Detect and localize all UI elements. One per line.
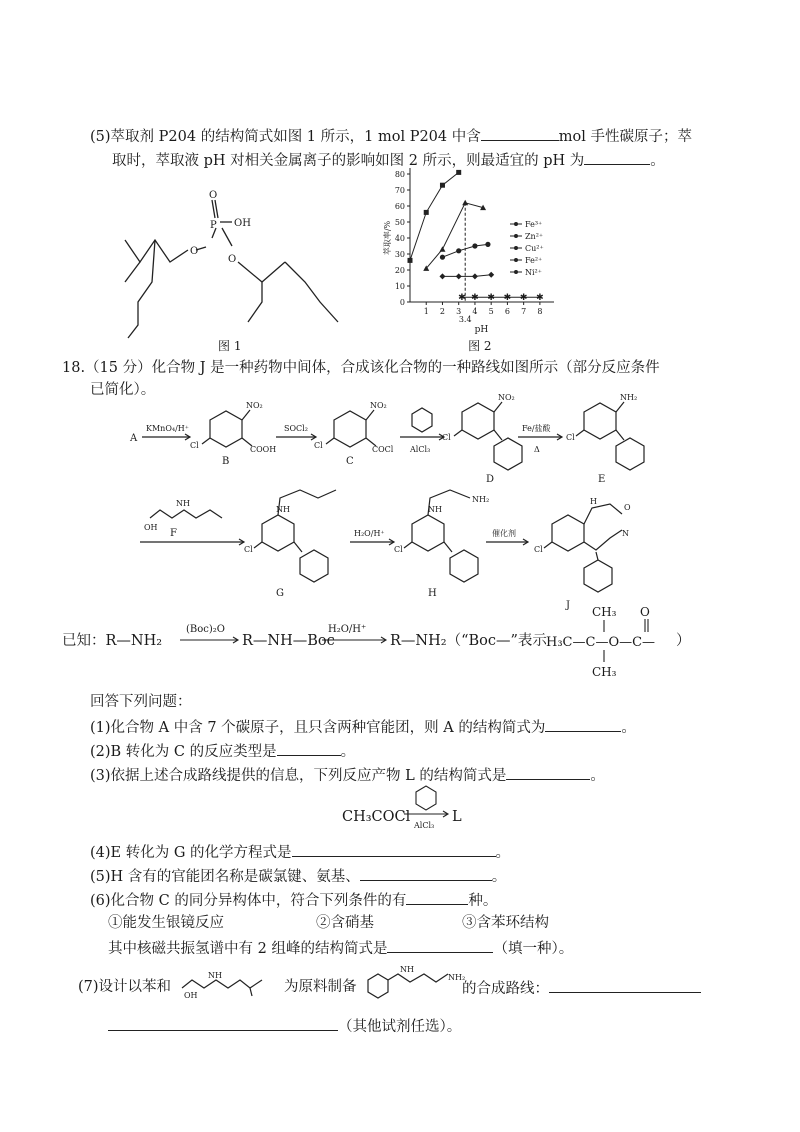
q6-cond-1: ①能发生银镜反应	[108, 915, 224, 931]
h-cl: Cl	[394, 545, 403, 554]
q7-text-c: 的合成路线：	[462, 981, 549, 997]
cond-alcl3: AlCl₃	[410, 445, 431, 454]
y-axis-label: 萃取率/%	[383, 220, 392, 256]
q1-text: (1)化合物 A 中含 7 个碳原子，且只含两种官能团，则 A 的结构简式为	[90, 720, 546, 736]
d-cl: Cl	[442, 433, 451, 442]
q1-end: 。	[621, 720, 636, 736]
fig1-oh: OH	[234, 218, 251, 229]
q6-line3-text: 其中核磁共振氢谱中有 2 组峰的结构简式是	[108, 941, 388, 957]
answer-head: 回答下列问题：	[90, 694, 192, 710]
b-cl: Cl	[190, 441, 199, 450]
q7-line2	[108, 1016, 461, 1036]
q4-text: (4)E 转化为 G 的化学方程式是	[90, 845, 292, 861]
part5-line2-text-b: 。	[650, 153, 665, 169]
j-o: O	[624, 503, 631, 512]
q2-text: (2)B 转化为 C 的反应类型是	[90, 744, 277, 760]
h-nh: NH	[428, 505, 442, 514]
q7-text-b: 为原料制备	[284, 979, 357, 995]
f-nh: NH	[176, 499, 190, 508]
q6-line3-end: （填一种）。	[493, 941, 574, 957]
part5-line2-text-a: 取时，萃取液 pH 对相关金属离子的影响如图 2 所示，则最适宜的 pH 为	[112, 153, 585, 169]
x-tick-label: 5	[488, 307, 494, 316]
f-oh: OH	[144, 523, 158, 532]
label-f: F	[170, 528, 177, 539]
q2-end: 。	[340, 744, 356, 760]
q7-text-a: (7)设计以苯和	[78, 979, 172, 995]
y-tick-label: 60	[394, 202, 405, 211]
legend-label: Zn²⁺	[525, 232, 544, 241]
q7-product-nh2: NH₂	[448, 973, 466, 982]
known-close: ）	[676, 633, 691, 649]
c-cl: Cl	[314, 441, 323, 450]
q3-eq-cond: AlCl₃	[414, 821, 435, 830]
q4-end: 。	[495, 845, 511, 861]
y-tick-label: 10	[394, 282, 405, 291]
c-cocl: COCl	[372, 445, 394, 454]
q18-head-line2: 已简化）。	[90, 382, 156, 398]
known-end: R—NH₂（“Boc—”表示	[390, 633, 547, 649]
q3-end: 。	[590, 768, 605, 784]
e-nh2: NH₂	[620, 393, 638, 402]
label-h: H	[428, 588, 437, 599]
x-tick-label: 3	[456, 307, 462, 316]
x-tick-label: 8	[537, 307, 543, 316]
cond-kmno4: KMnO₄/H⁺	[146, 424, 189, 433]
point: ✱	[536, 293, 544, 304]
legend-label: Fe³⁺	[525, 220, 543, 229]
point: ✱	[519, 293, 528, 304]
cond-delta: Δ	[534, 445, 540, 454]
known-h2o: H₂O/H⁺	[328, 624, 367, 635]
fig1-o-bottom: O	[228, 254, 237, 265]
q5-end: 。	[491, 869, 507, 885]
cond-fe: Fe/盐酸	[522, 424, 551, 433]
fig1-o-top: O	[209, 190, 218, 201]
label-j: J	[566, 600, 571, 611]
b-cooh: COOH	[250, 445, 277, 454]
j-n: N	[622, 529, 629, 538]
j-h: H	[590, 497, 597, 506]
cond-cat: 催化剂	[492, 529, 516, 538]
fig1-caption: 图 1	[218, 339, 242, 353]
known-prefix: 已知：R—NH₂	[62, 633, 163, 649]
y-tick-label: 40	[394, 234, 405, 243]
known-ch3-top: CH₃	[592, 605, 617, 619]
cond-socl2: SOCl₂	[284, 424, 308, 433]
cond-h2o: H₂O/H⁺	[354, 529, 385, 538]
y-tick-label: 80	[394, 170, 405, 179]
e-cl: Cl	[566, 433, 575, 442]
x-tick-label: 2	[439, 307, 446, 316]
known-mid: R—NH—Boc	[242, 633, 335, 649]
point: ✱	[487, 293, 495, 304]
g-nh: NH	[276, 505, 290, 514]
g-cl: Cl	[244, 545, 253, 554]
x-tick-label: 1	[423, 307, 429, 316]
q7-text-d: （其他试剂任选）。	[338, 1019, 462, 1035]
y-tick-label: 50	[394, 218, 405, 227]
point: ✱	[471, 293, 479, 304]
label-a: A	[130, 433, 138, 444]
known-o: O	[640, 605, 650, 619]
j-cl: Cl	[534, 545, 543, 554]
annotation-label: 3.4	[458, 315, 472, 324]
point: ✱	[503, 293, 512, 304]
q7-blank-1[interactable]	[549, 978, 701, 993]
x-axis-label: pH	[474, 325, 489, 335]
label-d: D	[486, 474, 495, 485]
q6-cond-3: ③含苯环结构	[462, 915, 549, 931]
part5-line1-text-b: mol 手性碳原子；萃	[558, 129, 692, 145]
q6-cond-2: ②含硝基	[316, 915, 374, 931]
point: ✱	[458, 293, 466, 304]
q3-eq-left: CH₃COCl	[342, 809, 411, 825]
label-e: E	[598, 474, 606, 485]
x-tick-label: 6	[504, 307, 510, 316]
d-no2: NO₂	[498, 393, 515, 402]
y-tick-label: 30	[394, 250, 405, 259]
q7-oh: OH	[184, 991, 198, 1000]
x-tick-label: 7	[521, 307, 527, 316]
q3-text: (3)依据上述合成路线提供的信息，下列反应产物 L 的结构简式是	[90, 768, 507, 784]
q7-product-nh: NH	[400, 965, 414, 974]
legend-label: Ni²⁺	[525, 268, 542, 277]
known-boc2o: (Boc)₂O	[186, 624, 225, 635]
known-ch3-bottom: CH₃	[592, 665, 617, 679]
y-tick-label: 20	[394, 266, 405, 275]
h-nh2: NH₂	[472, 495, 490, 504]
y-tick-label: 70	[394, 186, 405, 195]
label-c: C	[346, 456, 354, 467]
q7-line1	[462, 978, 701, 998]
known-boc-structure: H₃C—C—O—C—	[546, 635, 656, 650]
x-tick-label: 4	[472, 307, 478, 316]
legend-label: Fe²⁺	[525, 256, 543, 265]
q7-nh: NH	[208, 971, 222, 980]
y-tick-label: 0	[399, 298, 405, 307]
fig1-p: P	[210, 220, 217, 231]
q18-head-line1: 18.（15 分）化合物 J 是一种药物中间体，合成该化合物的一种路线如图所示（部分反应条件	[62, 360, 660, 376]
q6-text: (6)化合物 C 的同分异构体中，符合下列条件的有	[90, 893, 407, 909]
fig2-caption: 图 2	[468, 339, 492, 353]
c-no2: NO₂	[370, 401, 387, 410]
b-no2: NO₂	[246, 401, 263, 410]
q5-text: (5)H 含有的官能团名称是碳氯键、氨基、	[90, 869, 360, 885]
q6-end: 种。	[468, 893, 498, 909]
q3-eq-right: L	[452, 809, 462, 825]
label-b: B	[222, 456, 230, 467]
q7-blank-2[interactable]	[108, 1016, 338, 1031]
fig1-o-left: O	[190, 246, 199, 257]
legend-label: Cu²⁺	[525, 244, 544, 253]
label-g: G	[276, 588, 284, 599]
part5-line1-text-a: (5)萃取剂 P204 的结构简式如图 1 所示，1 mol P204 中含	[90, 129, 481, 145]
